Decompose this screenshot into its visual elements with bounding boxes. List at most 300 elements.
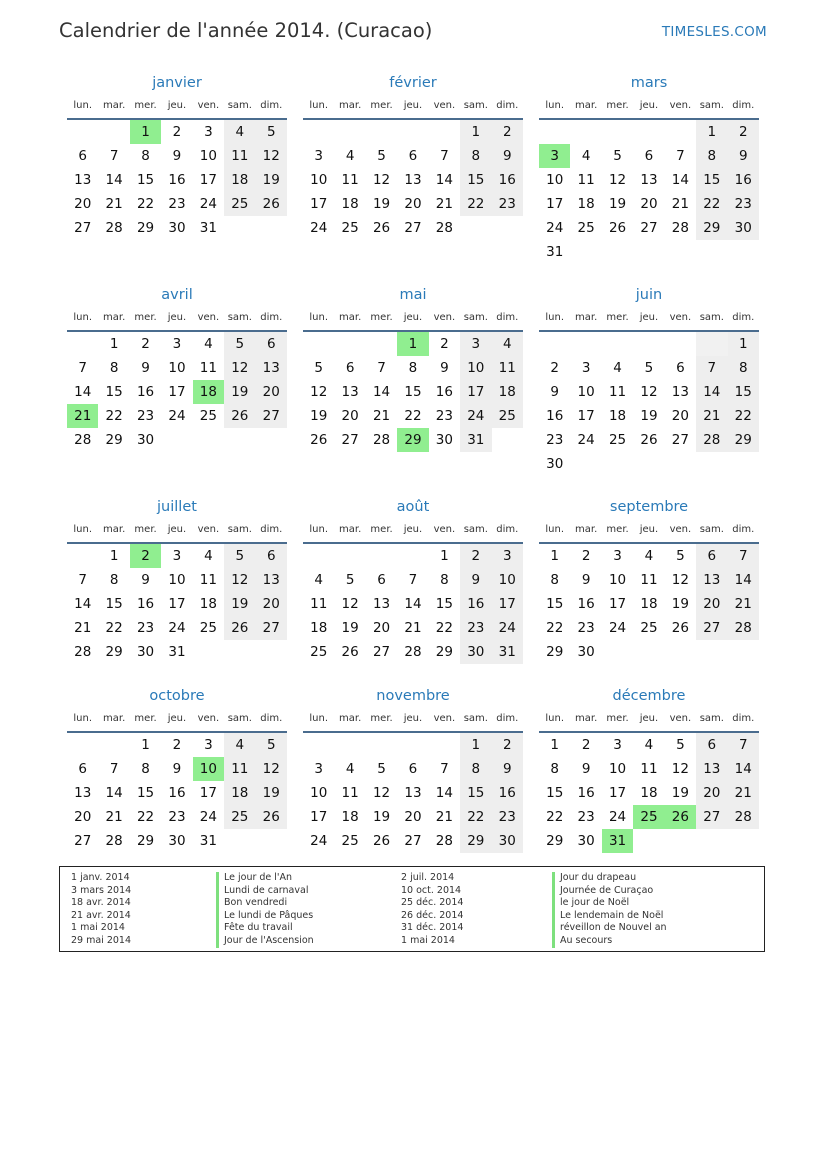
blank-cell bbox=[67, 332, 98, 356]
day-cell: 6 bbox=[676, 360, 685, 376]
day-cell: 14 bbox=[435, 785, 453, 801]
day-cell: 3 bbox=[172, 336, 182, 352]
weekday-label: jeu. bbox=[639, 100, 659, 111]
day-cell: 15 bbox=[546, 785, 564, 801]
day-cell: 19 bbox=[372, 196, 391, 212]
day-cell: 28 bbox=[105, 220, 123, 236]
day-cell: 10 bbox=[546, 172, 564, 188]
day-cell: 8 bbox=[109, 572, 119, 588]
day-cell: 7 bbox=[440, 148, 449, 164]
day-cell: 7 bbox=[109, 761, 119, 777]
weekday-label: sam. bbox=[227, 713, 252, 724]
legend-holiday-name: Le lendemain de Noël bbox=[552, 910, 667, 923]
month-title: juin bbox=[635, 287, 663, 303]
weekday-label: mar. bbox=[339, 524, 362, 535]
day-cell: 14 bbox=[105, 172, 123, 188]
day-cell: 15 bbox=[460, 781, 491, 805]
day-cell: 22 bbox=[435, 620, 453, 636]
day-cell: 4 bbox=[345, 148, 355, 164]
month-mars bbox=[539, 73, 759, 264]
day-cell: 30 bbox=[168, 833, 186, 849]
day-cell: 30 bbox=[492, 829, 523, 853]
month-title: août bbox=[396, 499, 430, 515]
blank-cell bbox=[334, 733, 365, 757]
day-cell: 26 bbox=[224, 404, 255, 428]
day-cell: 14 bbox=[435, 172, 453, 188]
day-cell: 6 bbox=[345, 360, 355, 376]
day-cell: 18 bbox=[341, 196, 359, 212]
day-cell: 1 bbox=[440, 548, 449, 564]
day-cell: 1 bbox=[550, 737, 559, 753]
day-cell: 9 bbox=[492, 757, 523, 781]
day-cell: 21 bbox=[404, 620, 422, 636]
day-cell: 6 bbox=[256, 544, 287, 568]
day-cell: 23 bbox=[492, 192, 523, 216]
blank-cell bbox=[397, 120, 428, 144]
day-grid bbox=[303, 733, 523, 853]
day-cell: 22 bbox=[546, 620, 564, 636]
day-cell: 4 bbox=[204, 336, 213, 352]
weekday-header bbox=[303, 707, 523, 733]
day-cell: 16 bbox=[435, 384, 453, 400]
day-cell: 28 bbox=[435, 833, 453, 849]
day-cell: 18 bbox=[224, 168, 255, 192]
legend-date: 1 janv. 2014 bbox=[71, 872, 130, 883]
legend-date: 2 juil. 2014 bbox=[401, 872, 455, 883]
weekday-header bbox=[303, 94, 523, 120]
day-cell: 20 bbox=[74, 809, 92, 825]
day-grid bbox=[67, 544, 287, 664]
weekday-label: sam. bbox=[699, 312, 724, 323]
day-cell: 20 bbox=[256, 380, 287, 404]
weekday-label: jeu. bbox=[167, 524, 187, 535]
day-cell: 13 bbox=[256, 356, 287, 380]
day-cell: 16 bbox=[168, 785, 186, 801]
day-cell: 10 bbox=[310, 785, 328, 801]
day-cell: 28 bbox=[728, 616, 759, 640]
legend-dates-right bbox=[401, 872, 463, 948]
day-cell: 24 bbox=[310, 220, 328, 236]
month-title: mars bbox=[630, 75, 668, 91]
day-cell: 16 bbox=[136, 596, 155, 612]
weekday-header bbox=[539, 306, 759, 332]
day-cell: 3 bbox=[613, 737, 622, 753]
day-cell: 18 bbox=[224, 781, 255, 805]
day-cell: 10 bbox=[460, 356, 491, 380]
weekday-label: sam. bbox=[463, 713, 488, 724]
day-cell: 8 bbox=[728, 356, 759, 380]
day-cell: 22 bbox=[460, 192, 491, 216]
day-cell: 12 bbox=[608, 172, 627, 188]
day-cell: 28 bbox=[435, 220, 453, 236]
day-cell: 3 bbox=[460, 332, 491, 356]
day-cell: 11 bbox=[640, 572, 658, 588]
weekday-label: jeu. bbox=[167, 713, 187, 724]
day-cell: 12 bbox=[256, 144, 287, 168]
weekday-label: sam. bbox=[227, 524, 252, 535]
blank-cell bbox=[696, 332, 727, 356]
blank-cell bbox=[397, 544, 428, 568]
day-cell: 12 bbox=[341, 596, 359, 612]
day-cell: 24 bbox=[577, 432, 595, 448]
day-cell: 16 bbox=[577, 596, 595, 612]
day-cell: 7 bbox=[377, 360, 386, 376]
weekday-label: lun. bbox=[545, 312, 565, 323]
day-cell: 10 bbox=[492, 568, 523, 592]
day-cell: 17 bbox=[310, 809, 328, 825]
weekday-label: dim. bbox=[496, 312, 519, 323]
day-cell: 17 bbox=[199, 785, 217, 801]
weekday-label: dim. bbox=[732, 312, 755, 323]
day-grid bbox=[539, 544, 759, 664]
weekday-header bbox=[539, 94, 759, 120]
day-cell: 26 bbox=[671, 620, 689, 636]
day-cell: 31 bbox=[460, 428, 491, 452]
day-cell: 26 bbox=[372, 833, 391, 849]
day-cell: 5 bbox=[377, 148, 386, 164]
holiday-day-cell: 1 bbox=[397, 332, 428, 356]
blank-cell bbox=[334, 544, 365, 568]
day-cell: 1 bbox=[460, 120, 491, 144]
blank-cell bbox=[602, 332, 633, 356]
weekday-label: dim. bbox=[260, 100, 283, 111]
month-title: octobre bbox=[149, 688, 205, 704]
day-cell: 8 bbox=[696, 144, 727, 168]
day-cell: 20 bbox=[372, 620, 391, 636]
day-grid bbox=[539, 332, 759, 476]
day-cell: 5 bbox=[224, 544, 255, 568]
day-cell: 29 bbox=[460, 829, 491, 853]
day-cell: 11 bbox=[608, 384, 627, 400]
day-cell: 7 bbox=[676, 148, 685, 164]
day-cell: 19 bbox=[671, 596, 689, 612]
day-cell: 15 bbox=[136, 172, 155, 188]
day-cell: 10 bbox=[577, 384, 595, 400]
day-cell: 6 bbox=[377, 572, 386, 588]
weekday-label: mar. bbox=[103, 312, 126, 323]
legend-holiday-name: Jour du drapeau bbox=[552, 872, 667, 885]
day-cell: 20 bbox=[404, 196, 422, 212]
legend-date: 10 oct. 2014 bbox=[401, 884, 462, 896]
day-cell: 12 bbox=[671, 761, 689, 777]
day-cell: 25 bbox=[310, 644, 328, 660]
blank-cell bbox=[539, 332, 570, 356]
day-cell: 14 bbox=[728, 568, 759, 592]
day-cell: 2 bbox=[141, 336, 150, 352]
day-cell: 3 bbox=[492, 544, 523, 568]
blank-cell bbox=[429, 733, 460, 757]
day-cell: 8 bbox=[440, 572, 449, 588]
day-cell: 13 bbox=[404, 172, 422, 188]
day-cell: 22 bbox=[404, 408, 422, 424]
day-cell: 18 bbox=[492, 380, 523, 404]
day-cell: 4 bbox=[613, 360, 622, 376]
weekday-header bbox=[67, 518, 287, 544]
day-cell: 23 bbox=[577, 809, 595, 825]
weekday-label: lun. bbox=[73, 100, 93, 111]
day-cell: 20 bbox=[341, 408, 359, 424]
weekday-label: sam. bbox=[699, 524, 724, 535]
weekday-label: mer. bbox=[134, 100, 157, 111]
day-cell: 27 bbox=[74, 833, 92, 849]
day-cell: 25 bbox=[341, 833, 359, 849]
page-title: Calendrier de l'année 2014. (Curacao) bbox=[59, 19, 433, 42]
day-cell: 29 bbox=[136, 833, 155, 849]
day-cell: 17 bbox=[168, 596, 186, 612]
day-cell: 29 bbox=[105, 432, 123, 448]
weekday-label: dim. bbox=[260, 713, 283, 724]
blank-cell bbox=[67, 120, 98, 144]
day-cell: 18 bbox=[199, 596, 217, 612]
brand-logo[interactable]: TIMESLES.COM bbox=[661, 24, 767, 40]
day-cell: 12 bbox=[224, 356, 255, 380]
day-cell: 3 bbox=[314, 148, 323, 164]
day-cell: 18 bbox=[608, 408, 627, 424]
day-cell: 29 bbox=[546, 644, 564, 660]
day-grid bbox=[67, 120, 287, 240]
day-cell: 7 bbox=[78, 360, 87, 376]
day-cell: 17 bbox=[460, 380, 491, 404]
weekday-label: sam. bbox=[463, 312, 488, 323]
day-cell: 19 bbox=[256, 168, 287, 192]
weekday-label: ven. bbox=[669, 713, 692, 724]
day-cell: 29 bbox=[435, 644, 453, 660]
day-cell: 20 bbox=[640, 196, 658, 212]
day-grid bbox=[67, 733, 287, 853]
weekday-label: dim. bbox=[732, 713, 755, 724]
legend-date: 1 mai 2014 bbox=[401, 934, 455, 946]
day-cell: 25 bbox=[224, 805, 255, 829]
day-cell: 25 bbox=[199, 620, 217, 636]
day-cell: 5 bbox=[314, 360, 323, 376]
day-cell: 24 bbox=[199, 196, 217, 212]
day-grid bbox=[67, 332, 287, 452]
day-cell: 18 bbox=[640, 785, 658, 801]
weekday-label: jeu. bbox=[167, 100, 187, 111]
day-cell: 15 bbox=[546, 596, 564, 612]
day-cell: 2 bbox=[492, 120, 523, 144]
holiday-day-cell: 1 bbox=[130, 120, 161, 144]
day-cell: 30 bbox=[577, 833, 595, 849]
day-cell: 9 bbox=[460, 568, 491, 592]
day-cell: 23 bbox=[577, 620, 595, 636]
weekday-label: sam. bbox=[227, 312, 252, 323]
day-cell: 6 bbox=[408, 148, 418, 164]
weekday-label: mar. bbox=[103, 713, 126, 724]
legend-date: 21 avr. 2014 bbox=[71, 909, 131, 921]
month-title: septembre bbox=[609, 499, 689, 515]
weekday-label: sam. bbox=[699, 100, 724, 111]
day-cell: 21 bbox=[105, 196, 123, 212]
day-cell: 19 bbox=[640, 408, 658, 424]
day-cell: 1 bbox=[109, 548, 119, 564]
day-cell: 30 bbox=[577, 644, 595, 660]
day-cell: 6 bbox=[696, 733, 727, 757]
legend-date: 3 mars 2014 bbox=[71, 884, 132, 896]
legend-names-left bbox=[216, 872, 314, 948]
day-cell: 13 bbox=[640, 172, 658, 188]
day-cell: 16 bbox=[728, 168, 759, 192]
day-cell: 1 bbox=[696, 120, 727, 144]
weekday-label: lun. bbox=[545, 713, 565, 724]
day-cell: 21 bbox=[74, 620, 92, 636]
day-cell: 19 bbox=[256, 781, 287, 805]
weekday-label: dim. bbox=[260, 524, 283, 535]
day-cell: 13 bbox=[696, 757, 727, 781]
day-cell: 4 bbox=[224, 733, 255, 757]
day-cell: 6 bbox=[256, 332, 287, 356]
day-cell: 31 bbox=[199, 220, 217, 236]
day-cell: 16 bbox=[460, 592, 491, 616]
day-cell: 21 bbox=[435, 196, 453, 212]
day-cell: 4 bbox=[224, 120, 255, 144]
legend-holiday-name: Journée de Curaçao bbox=[552, 885, 667, 898]
day-cell: 24 bbox=[608, 620, 627, 636]
weekday-label: jeu. bbox=[639, 524, 659, 535]
day-cell: 1 bbox=[460, 733, 491, 757]
day-cell: 21 bbox=[105, 809, 123, 825]
day-cell: 11 bbox=[640, 761, 658, 777]
day-cell: 12 bbox=[640, 384, 658, 400]
month-title: novembre bbox=[376, 688, 450, 704]
weekday-label: mer. bbox=[606, 100, 629, 111]
weekday-label: dim. bbox=[732, 524, 755, 535]
weekday-label: mar. bbox=[103, 524, 126, 535]
day-cell: 3 bbox=[314, 761, 323, 777]
month-title: janvier bbox=[152, 75, 202, 91]
weekday-label: mer. bbox=[134, 713, 157, 724]
weekday-label: ven. bbox=[197, 312, 220, 323]
day-cell: 17 bbox=[492, 592, 523, 616]
weekday-label: sam. bbox=[463, 524, 488, 535]
day-cell: 11 bbox=[199, 572, 217, 588]
day-grid bbox=[539, 120, 759, 264]
weekday-label: mer. bbox=[606, 713, 629, 724]
day-cell: 7 bbox=[408, 572, 418, 588]
day-cell: 12 bbox=[372, 172, 391, 188]
day-cell: 22 bbox=[105, 620, 123, 636]
holiday-day-cell: 3 bbox=[539, 144, 570, 168]
day-cell: 29 bbox=[136, 220, 155, 236]
blank-cell bbox=[67, 733, 98, 757]
day-cell: 24 bbox=[310, 833, 328, 849]
weekday-header bbox=[539, 518, 759, 544]
day-cell: 9 bbox=[581, 572, 591, 588]
holiday-day-cell: 21 bbox=[67, 404, 98, 428]
day-cell: 8 bbox=[460, 757, 491, 781]
day-cell: 21 bbox=[696, 404, 727, 428]
day-cell: 14 bbox=[404, 596, 422, 612]
day-cell: 19 bbox=[608, 196, 627, 212]
day-cell: 28 bbox=[728, 805, 759, 829]
day-cell: 11 bbox=[199, 360, 217, 376]
legend-date: 31 déc. 2014 bbox=[401, 922, 464, 934]
weekday-label: ven. bbox=[433, 713, 456, 724]
day-cell: 1 bbox=[141, 737, 150, 753]
day-cell: 27 bbox=[74, 220, 92, 236]
day-cell: 26 bbox=[608, 220, 627, 236]
weekday-label: ven. bbox=[669, 524, 692, 535]
day-cell: 28 bbox=[74, 432, 92, 448]
day-cell: 18 bbox=[577, 196, 595, 212]
day-grid bbox=[303, 544, 523, 664]
holiday-day-cell: 29 bbox=[397, 428, 428, 452]
weekday-label: mar. bbox=[339, 312, 362, 323]
day-cell: 2 bbox=[581, 548, 591, 564]
blank-cell bbox=[98, 120, 129, 144]
day-cell: 30 bbox=[136, 432, 155, 448]
legend-date: 26 déc. 2014 bbox=[401, 909, 464, 921]
day-cell: 17 bbox=[168, 384, 186, 400]
day-cell: 21 bbox=[372, 408, 391, 424]
weekday-label: mer. bbox=[370, 713, 393, 724]
month-title: février bbox=[389, 75, 437, 91]
day-cell: 22 bbox=[546, 809, 564, 825]
day-cell: 27 bbox=[696, 805, 727, 829]
day-cell: 30 bbox=[460, 640, 491, 664]
day-cell: 10 bbox=[310, 172, 328, 188]
day-cell: 7 bbox=[440, 761, 449, 777]
day-grid bbox=[539, 733, 759, 853]
day-cell: 8 bbox=[109, 360, 119, 376]
legend-date: 18 avr. 2014 bbox=[71, 897, 131, 909]
day-cell: 15 bbox=[404, 384, 422, 400]
day-cell: 26 bbox=[341, 644, 359, 660]
day-cell: 13 bbox=[372, 596, 391, 612]
day-cell: 22 bbox=[460, 805, 491, 829]
day-cell: 2 bbox=[440, 336, 449, 352]
day-cell: 7 bbox=[78, 572, 87, 588]
blank-cell bbox=[98, 733, 129, 757]
weekday-label: mer. bbox=[134, 312, 157, 323]
day-cell: 13 bbox=[671, 384, 689, 400]
day-cell: 1 bbox=[728, 332, 759, 356]
month-title: décembre bbox=[612, 688, 686, 704]
day-cell: 30 bbox=[435, 432, 453, 448]
day-cell: 31 bbox=[168, 644, 186, 660]
legend-names-right bbox=[552, 872, 667, 948]
holiday-day-cell: 2 bbox=[130, 544, 161, 568]
day-cell: 4 bbox=[314, 572, 323, 588]
day-cell: 21 bbox=[728, 781, 759, 805]
day-cell: 13 bbox=[404, 785, 422, 801]
day-cell: 4 bbox=[644, 737, 654, 753]
day-cell: 19 bbox=[671, 785, 689, 801]
day-cell: 3 bbox=[204, 124, 213, 140]
day-cell: 16 bbox=[168, 172, 186, 188]
day-cell: 14 bbox=[671, 172, 689, 188]
day-cell: 3 bbox=[613, 548, 622, 564]
day-cell: 25 bbox=[492, 404, 523, 428]
day-cell: 20 bbox=[404, 809, 422, 825]
blank-cell bbox=[665, 332, 696, 356]
holiday-day-cell: 31 bbox=[602, 829, 633, 853]
day-cell: 26 bbox=[372, 220, 391, 236]
day-cell: 18 bbox=[640, 596, 658, 612]
weekday-label: dim. bbox=[260, 312, 283, 323]
weekday-label: mar. bbox=[339, 100, 362, 111]
weekday-header bbox=[67, 94, 287, 120]
holiday-day-cell: 18 bbox=[193, 380, 224, 404]
day-cell: 5 bbox=[644, 360, 654, 376]
day-cell: 8 bbox=[141, 761, 150, 777]
weekday-label: lun. bbox=[309, 713, 329, 724]
weekday-header bbox=[67, 306, 287, 332]
day-cell: 16 bbox=[492, 781, 523, 805]
day-cell: 11 bbox=[577, 172, 595, 188]
day-cell: 23 bbox=[136, 620, 155, 636]
weekday-label: mer. bbox=[370, 312, 393, 323]
